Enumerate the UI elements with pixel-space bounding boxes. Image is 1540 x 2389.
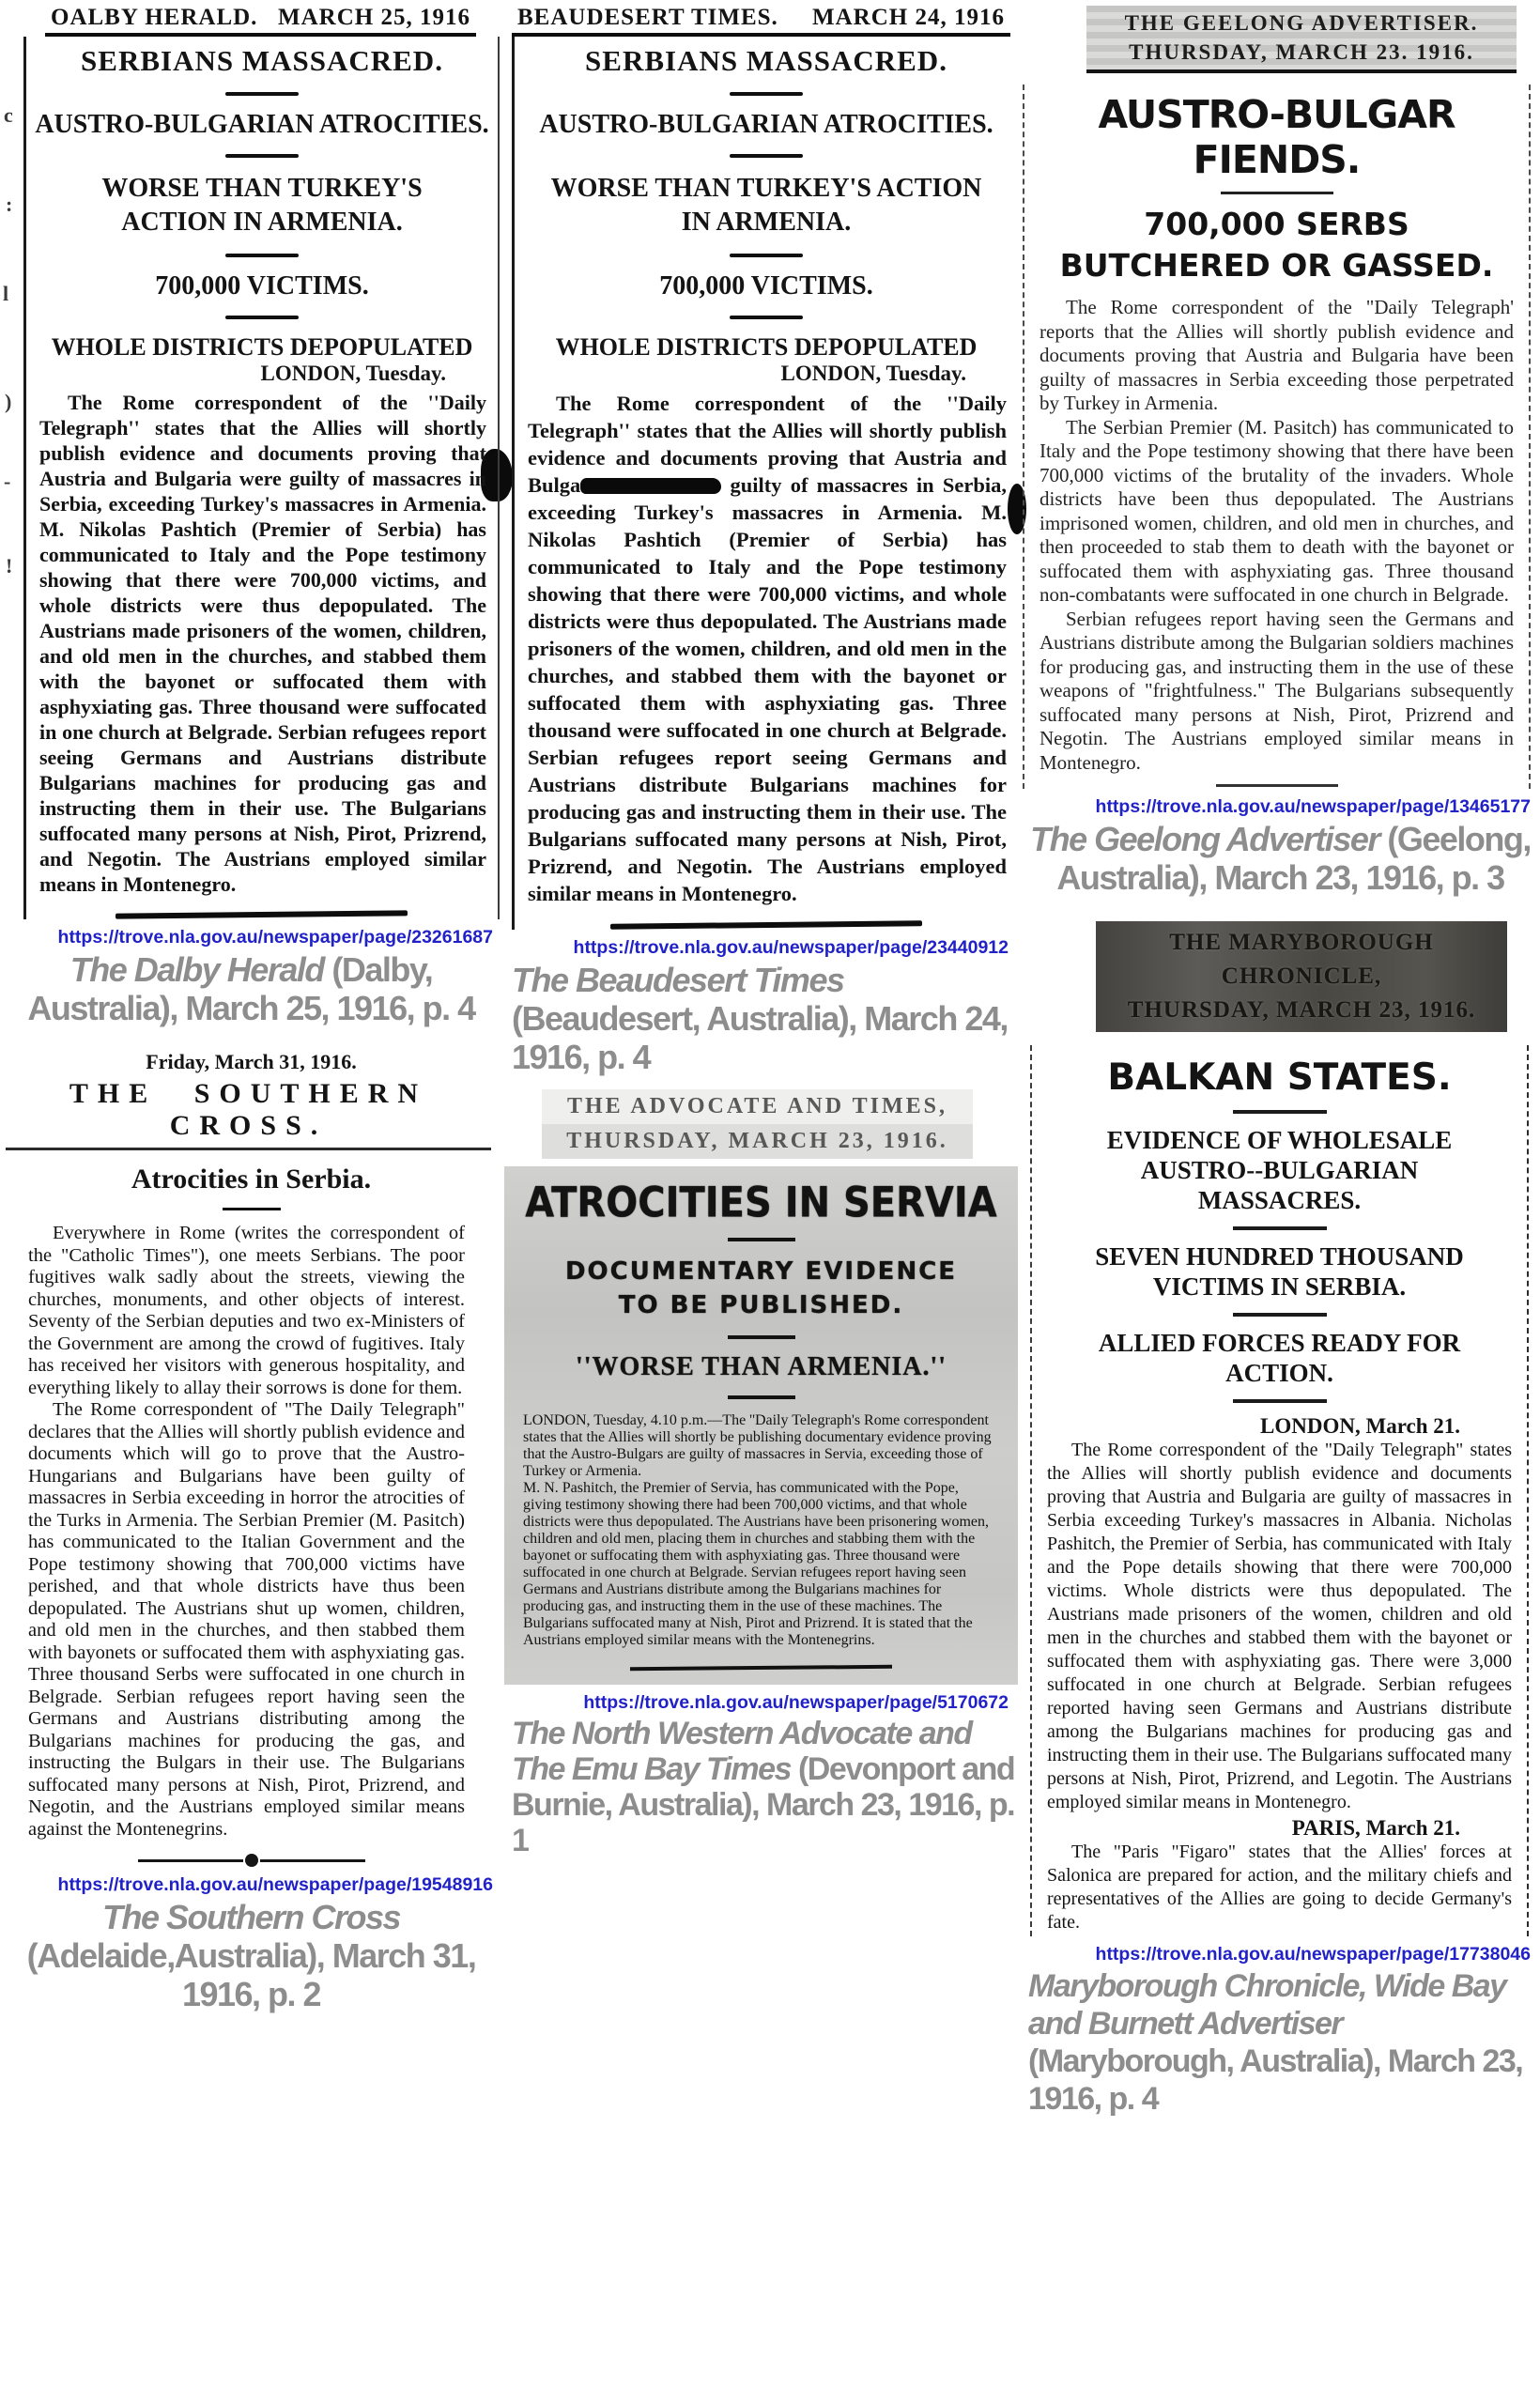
ink-smudge bbox=[580, 478, 721, 494]
geelong-body-paragraph: The Serbian Premier (M. Pasitch) has communicated to Italy and the Pope testimony showing that there have been 700,000 victims of the brutality of the invaders. Whole districts have been thus depopulated. The Austrians imprisoned women, children, and old men in churches, and then proceeded to stab them to death with the bayonet or suffocated them with asphyxiating gas. Three thousand non-combatants were suffocated in one church in Belgrade. bbox=[1040, 415, 1514, 606]
geelong-subheadline: 700,000 SERBS BUTCHERED OR GASSED. bbox=[1059, 206, 1494, 284]
maryborough-masthead-date: THURSDAY, MARCH 23, 1916. bbox=[1127, 997, 1476, 1023]
beaudesert-masthead bbox=[512, 2, 1010, 37]
dalby-caption-detail: (Dalby, Australia), March 25, 1916, p. 4 bbox=[27, 950, 475, 1027]
end-of-article-rule bbox=[630, 1665, 892, 1671]
headline-divider bbox=[225, 154, 299, 158]
dalby-subheadline: 700,000 VICTIMS. bbox=[155, 271, 369, 301]
beaudesert-dateline: LONDON, Tuesday. bbox=[780, 362, 966, 385]
advocate-subheadline: DOCUMENTARY EVIDENCE TO BE PUBLISHED. bbox=[564, 1257, 958, 1319]
southern-cross-caption-title: The Southern Cross bbox=[101, 1898, 401, 1936]
southern-cross-paragraph: The Rome correspondent of "The Daily Telegraph" declares that the Allies will shortly publish evidence and documents which will go to prove that the Austro-Hungarians and Bulgarians have been guilty of massacres in Serbia exceeding in horror the atrocities of the Turks in Armenia. The Serbian Premier (M. Pasitch) has communicated to the Italian Government and the Pope testimony showing that 700,000 victims have perished, and that whole districts have thus been depopulated. The Austrians shut up women, children, and old men in the churches, and then stabbed them with bayonets or suffocated them with asphyxiating gas. Three thousand Serbs were suffocated in one church in Belgrade. Serbian refugees report having seen the Germans and Austrians distributing among the Bulgarians machines for producing the gas, and instructing the Bulgars in their use. The Bulgarians suffocated many persons at Nish, Pirot, Prizrend, and Negotin, and the Austrians employed similar means against the Montenegrins. bbox=[28, 1399, 465, 1840]
beaudesert-subheadline: WORSE THAN TURKEY'S ACTION IN ARMENIA. bbox=[550, 174, 982, 237]
geelong-masthead-date: THURSDAY, MARCH 23. 1916. bbox=[1129, 40, 1474, 64]
headline-divider bbox=[225, 92, 299, 96]
advocate-masthead-title: THE ADVOCATE AND TIMES, bbox=[542, 1089, 973, 1124]
maryborough-subheadline: EVIDENCE OF WHOLESALE AUSTRO--BULGARIAN MASSACRES. bbox=[1106, 1126, 1453, 1214]
geelong-headline: AUSTRO-BULGAR FIENDS. bbox=[1098, 92, 1455, 182]
maryborough-dateline-paris: PARIS, March 21. bbox=[1291, 1816, 1460, 1840]
maryborough-headline: BALKAN STATES. bbox=[1107, 1056, 1452, 1099]
beaudesert-masthead-title: BEAUDESERT TIMES. bbox=[517, 5, 778, 30]
advocate-subheadline: ''WORSE THAN ARMENIA.'' bbox=[575, 1352, 947, 1381]
dalby-caption bbox=[0, 950, 502, 1027]
southern-cross-caption-detail: (Adelaide,Australia), March 31, 1916, p. 2 bbox=[26, 1936, 476, 2013]
beaudesert-caption-title: The Beaudesert Times bbox=[512, 961, 844, 999]
headline-divider bbox=[728, 1335, 795, 1339]
southern-cross-caption bbox=[0, 1898, 502, 2013]
southern-cross-paragraph: Everywhere in Rome (writes the correspondent of the "Catholic Times"), one meets Serbians. The poor fugitives walk sadly about the streets, viewing the churches, monuments, and other objects of interest. Seventy of the Serbian deputies and two ex-Ministers of the Government are among the crowd of fugitives. Italy has received her visitors with generous hospitality, and everything likely to allay their sorrows is done for them. bbox=[28, 1223, 465, 1398]
advocate-body-paragraph: LONDON, Tuesday, 4.10 p.m.—The ''Daily Telegraph's Rome correspondent states that the Allies will shortly be publishing documentary evidence proving that the Austro-Bulgars are guilty of massacres in Servia, exceeding those of Turkey or Armenia. bbox=[523, 1412, 992, 1479]
headline-divider bbox=[730, 254, 803, 257]
advocate-body-paragraph: M. N. Pashitch, the Premier of Servia, has communicated with the Pope, giving testimony showing there had been 700,000 victims, and that whole districts were thus depopulated. The Austrians have been prisonering women, children and old men, placing them in churches and stabbing them with the bayonet or suffocating them with asphyxiating gas. Three thousand were suffocated in one church at Belgrade. Servian refugees report having seen Germans and Austrians distribute among the Bulgarians machines for producing gas, and instructing them in the use of these machines. The Bulgarians suffocated many at Nish, Pirot and Prizrend. It is stated that the Austrians employed similar means with the Montenegrins. bbox=[523, 1480, 990, 1648]
advocate-headline: ATROCITIES IN SERVIA bbox=[525, 1179, 997, 1227]
geelong-caption-title: The Geelong Advertiser bbox=[1030, 820, 1379, 858]
scan-artifact-mark: - bbox=[4, 470, 11, 493]
dalby-body-paragraph: The Rome correspondent of the ''Daily Telegraph'' states that the Allies will shortly publish evidence and documents proving that Austria and Bulgaria were guilty of massacres in Serbia, exceeding Turkey's massacres in Armenia. M. Nikolas Pashtich (Premier of Serbia) has communicated to Italy and the Pope testimony showing that there were 700,000 victims, and whole districts were thus depopulated. The Austrians made prisoners of the women, children, and old men in the churches, and stabbed them with the bayonet or suffocated them with asphyxiating gas. Three thousand were suffocated in one church at Belgrade. Serbian refugees report seeing Germans and Austrians distribute Bulgarians machines for producing gas and instructing them in their use. The Bulgarians suffocated many persons at Nish, Pirot, Prizrend, and Negotin. The Austrians employed similar means in Montenegro. bbox=[39, 391, 486, 896]
geelong-caption bbox=[1021, 820, 1540, 897]
maryborough-caption-detail: (Maryborough, Australia), March 23, 1916, p. 4 bbox=[1028, 2043, 1523, 2117]
dalby-dateline: LONDON, Tuesday. bbox=[260, 362, 446, 385]
scan-artifact-mark: ) bbox=[5, 390, 12, 413]
headline-divider bbox=[1233, 1399, 1327, 1403]
scan-artifact-mark: : bbox=[6, 193, 13, 216]
headline-divider bbox=[728, 1238, 795, 1241]
southern-cross-headline: Atrocities in Serbia. bbox=[131, 1164, 372, 1194]
trove-url-link[interactable]: https://trove.nla.gov.au/newspaper/page/23261687 bbox=[57, 927, 493, 948]
end-of-article-rule bbox=[610, 920, 922, 929]
maryborough-article bbox=[1030, 1045, 1529, 1936]
beaudesert-masthead-date: MARCH 24, 1916 bbox=[812, 5, 1005, 30]
beaudesert-article bbox=[512, 37, 1018, 930]
southern-cross-masthead: THE SOUTHERN CROSS. bbox=[6, 1078, 491, 1150]
headline-divider bbox=[223, 1208, 281, 1210]
dalby-masthead-date: MARCH 25, 1916 bbox=[278, 5, 470, 30]
geelong-body-paragraph: The Rome correspondent of the "Daily Telegraph' reports that the Allies will shortly publish evidence and documents proving that Austria and Bulgaria have been guilty of massacres in Serbia exceeding those perpetrated by Turkey in Armenia. bbox=[1040, 296, 1514, 414]
beaudesert-body-paragraph bbox=[515, 386, 1018, 907]
headline-divider bbox=[730, 92, 803, 96]
dalby-subheadline: WHOLE DISTRICTS DEPOPULATED bbox=[51, 333, 473, 361]
geelong-body bbox=[1040, 296, 1514, 775]
trove-url-link[interactable]: https://trove.nla.gov.au/newspaper/page/23440912 bbox=[573, 937, 1009, 958]
beaudesert-caption-detail: (Beaudesert, Australia), March 24, 1916, p. 4 bbox=[512, 999, 1008, 1076]
maryborough-caption-title: Maryborough Chronicle, Wide Bay and Burnett Advertiser bbox=[1028, 1968, 1506, 2042]
advocate-article bbox=[504, 1166, 1018, 1685]
trove-url-link[interactable]: https://trove.nla.gov.au/newspaper/page/13465177 bbox=[1095, 796, 1531, 817]
maryborough-body-paragraph: The "Paris "Figaro" states that the Allies' forces at Salonica are prepared for action, and the military chiefs and representatives of the Allies are going to decide Germany's fate. bbox=[1047, 1842, 1512, 1933]
advocate-caption-title: The North Western Advocate and The Emu Bay Times bbox=[512, 1716, 972, 1787]
headline-divider bbox=[1233, 1313, 1327, 1317]
column-right bbox=[1021, 0, 1540, 2118]
southern-cross-body bbox=[28, 1223, 465, 1841]
trove-url-link[interactable]: https://trove.nla.gov.au/newspaper/page/5170672 bbox=[583, 1692, 1009, 1713]
southern-cross-date: Friday, March 31, 1916. bbox=[146, 1050, 357, 1073]
trove-url-link[interactable]: https://trove.nla.gov.au/newspaper/page/17738046 bbox=[1095, 1944, 1531, 1965]
dalby-masthead-title: OALBY HERALD. bbox=[51, 5, 258, 30]
dalby-subheadline: WORSE THAN TURKEY'S ACTION IN ARMENIA. bbox=[101, 174, 423, 237]
scan-artifact-mark: ! bbox=[6, 554, 13, 578]
advocate-caption-detail: (Devonport and Burnie, Australia), March 23, 1916, p. 1 bbox=[512, 1751, 1015, 1858]
advocate-masthead bbox=[542, 1089, 973, 1159]
end-of-article-ornament bbox=[0, 1854, 502, 1867]
dalby-masthead bbox=[45, 2, 476, 37]
advocate-masthead-date: THURSDAY, MARCH 23, 1916. bbox=[542, 1124, 973, 1159]
headline-divider bbox=[225, 254, 299, 257]
maryborough-body bbox=[1047, 1439, 1512, 1934]
column-left bbox=[0, 0, 502, 2013]
dalby-caption-title: The Dalby Herald bbox=[69, 950, 324, 989]
maryborough-body-paragraph: The Rome correspondent of the "Daily Telegraph" states the Allies will shortly publish evidence and documents proving that Austria and Bulgaria are guilty of massacres in Serbia exceeding Turkey's massacres in Albania. Nicholas Pashitch, the Premier of Serbia, has communicated with Italy and the Pope details showing that there were 700,000 victims. Whole districts were thus depopulated. The Austrians made prisoners of the women, children and old men in the churches and stabbed them with the bayonet or suffocated them with asphyxiating gas. There were 3,000 suffocated in one church at Belgrade. Serbian refugees reported having seen Germans and Austrians distribute among the Bulgarians machines for producing gas and instructing them in their use. The Bulgarians suffocated many persons at Nish, Pirot, Prizrend, and Legotin. The Austrians employed similar means in Montenegro. bbox=[1047, 1440, 1512, 1812]
maryborough-subheadline: ALLIED FORCES READY FOR ACTION. bbox=[1098, 1329, 1461, 1387]
end-of-article-rule bbox=[116, 910, 408, 918]
dalby-subheadline: AUSTRO-BULGARIAN ATROCITIES. bbox=[35, 110, 489, 139]
geelong-masthead-title: THE GEELONG ADVERTISER. bbox=[1124, 11, 1479, 35]
beaudesert-body-part1: The Rome correspondent of the ''Daily Telegraph'' states that the Allies will shortly publish evidence and documents proving that Austria and Bulga bbox=[528, 392, 1007, 497]
headline-divider bbox=[1233, 1226, 1327, 1230]
geelong-caption-detail: (Geelong, Australia), March 23, 1916, p. 3 bbox=[1056, 820, 1531, 897]
geelong-body-paragraph: Serbian refugees report having seen the Germans and Austrians distribute among the Bulgarian soldiers machines for producing gas, and instructing them in the use of these weapons of "frightfulness." The Bulgarians subsequently suffocated many persons at Nish, Pirot, Prizrend and Negotin. The Austrians employed similar means in Montenegro. bbox=[1040, 607, 1514, 774]
trove-url-link[interactable]: https://trove.nla.gov.au/newspaper/page/19548916 bbox=[57, 1874, 493, 1895]
column-middle bbox=[504, 0, 1018, 1858]
end-of-article-rule bbox=[1216, 784, 1338, 787]
beaudesert-subheadline: AUSTRO-BULGARIAN ATROCITIES. bbox=[539, 110, 993, 139]
beaudesert-caption bbox=[504, 961, 1018, 1076]
dalby-headline: SERBIANS MASSACRED. bbox=[81, 44, 443, 77]
maryborough-dateline-london: LONDON, March 21. bbox=[1260, 1414, 1460, 1438]
advocate-caption bbox=[504, 1716, 1018, 1858]
headline-divider bbox=[730, 154, 803, 158]
headline-divider bbox=[1233, 1110, 1327, 1114]
geelong-article bbox=[1023, 85, 1531, 789]
geelong-masthead bbox=[1086, 6, 1517, 73]
maryborough-subheadline: SEVEN HUNDRED THOUSAND VICTIMS IN SERBIA. bbox=[1095, 1242, 1464, 1301]
beaudesert-headline: SERBIANS MASSACRED. bbox=[585, 44, 947, 77]
maryborough-masthead bbox=[1096, 921, 1507, 1032]
headline-divider bbox=[728, 1395, 795, 1399]
beaudesert-subheadline: 700,000 VICTIMS. bbox=[659, 271, 873, 301]
headline-divider bbox=[225, 316, 299, 319]
headline-divider bbox=[730, 316, 803, 319]
headline-divider bbox=[1221, 192, 1333, 194]
scan-artifact-mark: l bbox=[3, 282, 9, 305]
dalby-article bbox=[23, 37, 500, 919]
beaudesert-subheadline: WHOLE DISTRICTS DEPOPULATED bbox=[555, 333, 978, 361]
maryborough-masthead-title: THE MARYBOROUGH CHRONICLE, bbox=[1169, 930, 1434, 989]
beaudesert-body-part2: guilty of massacres in Serbia, exceeding Turkey's massacres in Armenia. M. Nikolas Pashtich (Premier of Serbia) has communicated to Italy and the Pope testimony showing that there were 700,000 victims, and whole districts were thus depopulated. The Austrians made prisoners of the women, children, and old men in the churches, and stabbed them with the bayonet or suffocated them with asphyxiating gas. Three thousand were suffocated in one church at Belgrade. Serbian refugees report seeing Germans and Austrians distribute Bulgarians machines for producing gas and instructing them in their use. The Bulgarians suffocated many persons at Nish, Pirot, Prizrend, and Negotin. The Austrians employed similar means in Montenegro. bbox=[528, 473, 1007, 905]
scan-artifact-mark: c bbox=[4, 103, 13, 127]
maryborough-caption bbox=[1021, 1967, 1540, 2118]
